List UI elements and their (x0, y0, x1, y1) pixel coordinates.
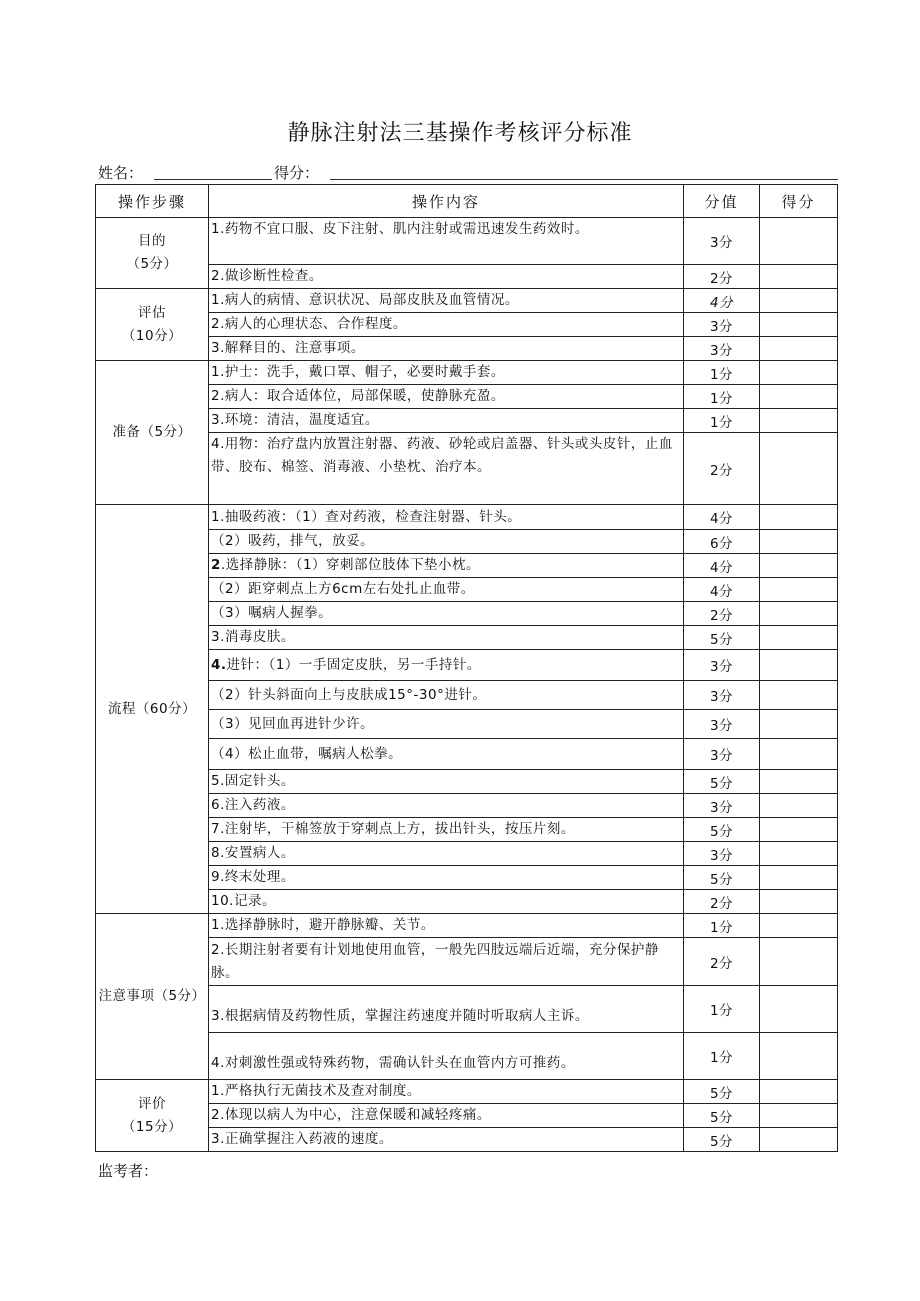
score-cell (760, 602, 838, 626)
row-value: 1分 (684, 361, 760, 385)
table-row (96, 505, 838, 530)
row-content: 3.环境：清洁，温度适宜。 (209, 409, 684, 433)
score-cell (760, 818, 838, 842)
row-content: 2.长期注射者要有计划地使用血管，一般先四肢远端后近端，充分保护静脉。 (209, 938, 684, 986)
row-content: （3）见回血再进针少许。 (209, 710, 684, 739)
score-cell (760, 794, 838, 818)
score-cell (760, 218, 838, 265)
score-cell (760, 842, 838, 866)
row-value: 3分 (684, 739, 760, 770)
score-cell (760, 265, 838, 289)
row-value: 3分 (684, 710, 760, 739)
row-value: 3分 (684, 650, 760, 681)
header-row (96, 185, 838, 218)
row-content: 4.进针：（1）一手固定皮肤，另一手持针。 (209, 650, 684, 681)
row-value: 2分 (684, 265, 760, 289)
score-cell (760, 681, 838, 710)
score-cell (760, 409, 838, 433)
row-content: （2）针头斜面向上与皮肤成15°-30°进针。 (209, 681, 684, 710)
row-content: 8.安置病人。 (209, 842, 684, 866)
group-notes: 注意事项（5分） (96, 914, 209, 1080)
row-content: 10.记录。 (209, 890, 684, 914)
score-cell (760, 289, 838, 313)
score-cell (760, 554, 838, 578)
score-cell (760, 505, 838, 530)
row-content: 2.体现以病人为中心，注意保暖和减轻疼痛。 (209, 1104, 684, 1128)
row-value: 1分 (684, 914, 760, 938)
row-value: 5分 (684, 1128, 760, 1152)
group-purpose: 目的 （5分） (96, 218, 209, 289)
row-content: 2.病人：取合适体位，局部保暖，使静脉充盈。 (209, 385, 684, 409)
table-row (96, 914, 838, 938)
row-value: 4分 (684, 578, 760, 602)
row-content: 9.终末处理。 (209, 866, 684, 890)
row-content: 4.用物：治疗盘内放置注射器、药液、砂轮或启盖器、针头或头皮针，止血带、胶布、棉签、消毒液、小垫枕、治疗本。 (209, 433, 684, 505)
page-title: 静脉注射法三基操作考核评分标准 (287, 121, 633, 146)
row-content: 2.做诊断性检查。 (209, 265, 684, 289)
row-value: 5分 (684, 818, 760, 842)
row-content: 3.根据病情及药物性质，掌握注药速度并随时听取病人主诉。 (209, 986, 684, 1033)
row-value: 5分 (684, 1080, 760, 1104)
row-content: 1.病人的病情、意识状况、局部皮肤及血管情况。 (209, 289, 684, 313)
row-value: 5分 (684, 626, 760, 650)
examiner-label: 监考者： (98, 1162, 159, 1180)
row-value: 2分 (684, 433, 760, 505)
row-value: 3分 (684, 681, 760, 710)
score-cell (760, 1080, 838, 1104)
row-content: 7.注射毕，干棉签放于穿刺点上方，拔出针头，按压片刻。 (209, 818, 684, 842)
row-content: （2）吸药，排气，放妥。 (209, 530, 684, 554)
row-content: （2）距穿刺点上方6cm左右处扎止血带。 (209, 578, 684, 602)
score-cell (760, 1104, 838, 1128)
row-value: 5分 (684, 866, 760, 890)
score-cell (760, 770, 838, 794)
row-content: 2.选择静脉：（1）穿刺部位肢体下垫小枕。 (209, 554, 684, 578)
group-evaluate: 评价 （15分） (96, 1080, 209, 1152)
row-value: 1分 (684, 1033, 760, 1080)
row-value: 2分 (684, 602, 760, 626)
group-prepare: 准备（5分） (96, 361, 209, 505)
row-value: 2分 (684, 938, 760, 986)
name-blank (154, 179, 272, 180)
score-table (95, 184, 838, 1152)
table-row (96, 289, 838, 313)
score-label: 得分： (274, 164, 320, 182)
row-value: 4分 (684, 554, 760, 578)
score-cell (760, 1128, 838, 1152)
row-value: 2分 (684, 890, 760, 914)
row-content: 1.护士：洗手，戴口罩、帽子，必要时戴手套。 (209, 361, 684, 385)
row-content: 1.抽吸药液：（1）查对药液，检查注射器、针头。 (209, 505, 684, 530)
score-cell (760, 866, 838, 890)
score-cell (760, 530, 838, 554)
header-content: 操作内容 (209, 185, 684, 218)
header-step: 操作步骤 (96, 185, 209, 218)
score-cell (760, 433, 838, 505)
row-content: 1.严格执行无菌技术及查对制度。 (209, 1080, 684, 1104)
row-value: 4分 (684, 289, 760, 313)
header-value: 分值 (684, 185, 760, 218)
row-content: 2.病人的心理状态、合作程度。 (209, 313, 684, 337)
row-value: 3分 (684, 794, 760, 818)
row-value: 5分 (684, 1104, 760, 1128)
score-cell (760, 986, 838, 1033)
score-cell (760, 739, 838, 770)
table-row (96, 1080, 838, 1104)
row-content: 4.对刺激性强或特殊药物，需确认针头在血管内方可推药。 (209, 1033, 684, 1080)
score-cell (760, 938, 838, 986)
table-row (96, 361, 838, 385)
score-cell (760, 361, 838, 385)
score-cell (760, 650, 838, 681)
row-content: 1.药物不宜口服、皮下注射、肌内注射或需迅速发生药效时。 (209, 218, 684, 265)
score-cell (760, 1033, 838, 1080)
row-content: （4）松止血带，嘱病人松拳。 (209, 739, 684, 770)
row-content: 3.消毒皮肤。 (209, 626, 684, 650)
row-value: 3分 (684, 842, 760, 866)
row-value: 1分 (684, 385, 760, 409)
info-line (98, 160, 838, 184)
header-score: 得分 (760, 185, 838, 218)
score-cell (760, 890, 838, 914)
group-assess: 评估 （10分） (96, 289, 209, 361)
row-content: 5.固定针头。 (209, 770, 684, 794)
score-cell (760, 385, 838, 409)
row-value: 3分 (684, 313, 760, 337)
row-content: （3）嘱病人握拳。 (209, 602, 684, 626)
row-content: 1.选择静脉时，避开静脉瓣、关节。 (209, 914, 684, 938)
row-content: 3.解释目的、注意事项。 (209, 337, 684, 361)
score-cell (760, 914, 838, 938)
score-cell (760, 578, 838, 602)
row-value: 1分 (684, 409, 760, 433)
score-cell (760, 337, 838, 361)
row-value: 5分 (684, 770, 760, 794)
group-process: 流程（60分） (96, 505, 209, 914)
row-value: 3分 (684, 218, 760, 265)
row-content: 6.注入药液。 (209, 794, 684, 818)
name-label: 姓名： (98, 164, 144, 182)
score-cell (760, 710, 838, 739)
row-content: 3.正确掌握注入药液的速度。 (209, 1128, 684, 1152)
score-cell (760, 626, 838, 650)
row-value: 4分 (684, 505, 760, 530)
score-cell (760, 313, 838, 337)
score-blank (330, 179, 838, 180)
row-value: 6分 (684, 530, 760, 554)
table-row (96, 218, 838, 265)
row-value: 1分 (684, 986, 760, 1033)
row-value: 3分 (684, 337, 760, 361)
